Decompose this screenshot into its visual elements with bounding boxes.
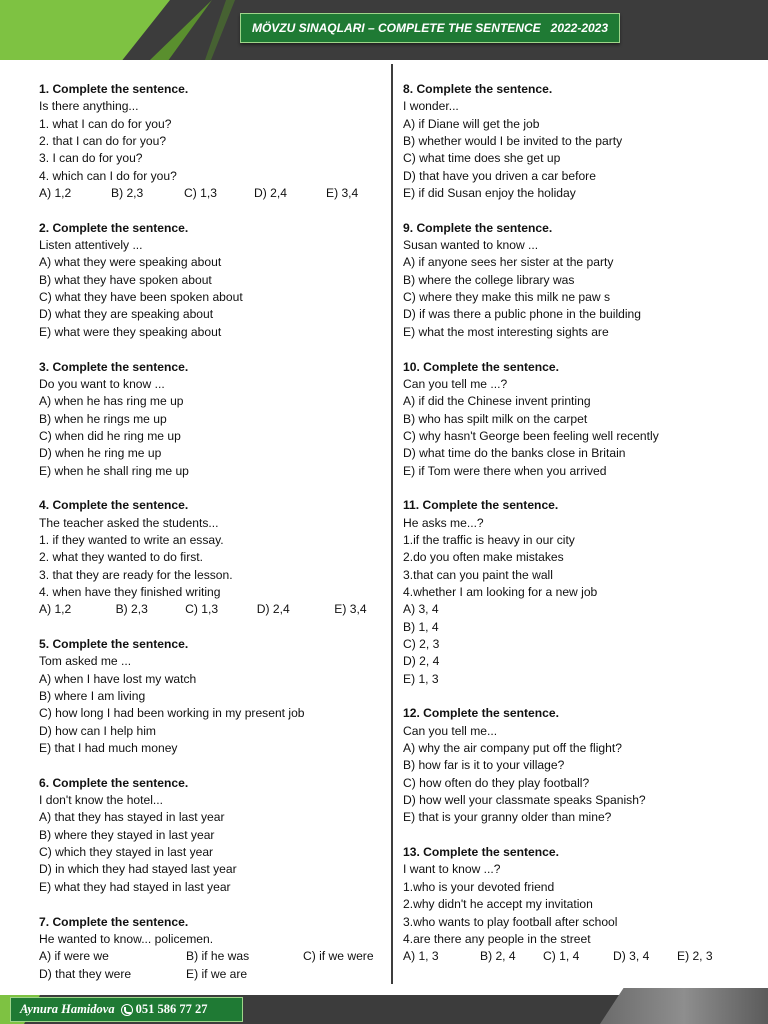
answer-option: C) how long I had been working in my present job — [39, 706, 305, 721]
answer-option: B) 1, 4 — [403, 619, 439, 634]
answer-option: C) when did he ring me up — [39, 428, 181, 443]
question-title: 5. Complete the sentence. — [39, 637, 189, 651]
answer-choice: E) 3,4 — [334, 602, 367, 617]
answer-choice: D) that they were — [39, 966, 132, 981]
answer-option: B) what they have spoken about — [39, 272, 212, 287]
answer-choices-row — [39, 601, 384, 618]
answer-option: C) 2, 3 — [403, 637, 440, 651]
answer-option: D) what they are speaking about — [39, 307, 214, 322]
answer-option: 3. that they are ready for the lesson. — [39, 567, 233, 582]
answer-option: E) what were they speaking about — [39, 324, 222, 339]
author-phone: 051 586 77 27 — [135, 1002, 208, 1016]
whatsapp-phone-icon — [121, 1004, 133, 1016]
answer-option: 2. what they wanted to do first. — [39, 550, 204, 565]
answer-option: A) what they were speaking about — [39, 255, 222, 270]
answer-choice: B) if he was — [186, 949, 250, 964]
answer-choice: B) 2,3 — [115, 602, 148, 617]
answer-option: D) how can I help him — [39, 723, 156, 738]
answer-choices-row — [39, 966, 384, 983]
answer-option: B) where the college library was — [403, 272, 575, 287]
question-block — [403, 220, 758, 341]
answer-option: E) when he shall ring me up — [39, 463, 189, 478]
question-stem: Do you want to know ... — [39, 376, 165, 391]
answer-option: D) what time do the banks close in Britain — [403, 446, 626, 461]
answer-choice: B) 2, 4 — [480, 949, 516, 964]
footer-shine-shape — [600, 988, 768, 1024]
answer-choice: C) 1,3 — [184, 186, 217, 201]
question-stem: Tom asked me ... — [39, 654, 132, 669]
question-title: 11. Complete the sentence. — [403, 498, 559, 513]
answer-option: 4.whether I am looking for a new job — [403, 584, 598, 599]
answer-option: 1.who is your devoted friend — [403, 879, 555, 894]
answer-option: C) where they make this milk ne paw s — [403, 290, 611, 305]
question-stem: I don't know the hotel... — [39, 793, 163, 808]
question-title: 8. Complete the sentence. — [403, 82, 553, 96]
answer-option: 1. if they wanted to write an essay. — [39, 532, 224, 547]
answer-option: D) how well your classmate speaks Spanish? — [403, 793, 646, 808]
answer-option: D) when he ring me up — [39, 446, 162, 461]
answer-option: E) if did Susan enjoy the holiday — [403, 186, 576, 201]
answer-choice: E) 2, 3 — [677, 949, 713, 964]
answer-option: E) what they had stayed in last year — [39, 879, 231, 894]
answer-choice: A) 1, 3 — [403, 949, 439, 964]
answer-option: C) why hasn't George been feeling well recently — [403, 428, 659, 443]
answer-option: B) when he rings me up — [39, 411, 167, 426]
title-box — [240, 13, 620, 43]
answer-choice: E) 3,4 — [326, 186, 359, 201]
question-stem: He wanted to know... policemen. — [39, 931, 214, 946]
answer-option: E) what the most interesting sights are — [403, 324, 609, 339]
question-block — [39, 914, 384, 983]
column-divider — [391, 64, 393, 984]
question-stem: Is there anything... — [39, 99, 139, 114]
question-title: 6. Complete the sentence. — [39, 775, 189, 790]
question-block — [39, 359, 384, 480]
question-title: 13. Complete the sentence. — [403, 845, 559, 860]
question-stem: The teacher asked the students... — [39, 515, 219, 530]
answer-choice: C) 1,3 — [185, 602, 219, 617]
answer-choice: D) 2,4 — [256, 602, 290, 617]
answer-option: 1.if the traffic is heavy in our city — [403, 532, 575, 547]
answer-option: D) 2, 4 — [403, 654, 440, 669]
answer-option: 3.that can you paint the wall — [403, 567, 553, 582]
answer-option: B) how far is it to your village? — [403, 758, 565, 773]
answer-option: A) if Diane will get the job — [403, 116, 540, 131]
question-block — [39, 636, 384, 757]
answer-option: E) 1, 3 — [403, 671, 439, 686]
question-title: 1. Complete the sentence. — [39, 82, 189, 96]
question-stem: Listen attentively ... — [39, 238, 143, 253]
answer-option: A) when I have lost my watch — [39, 671, 197, 686]
question-block — [403, 705, 758, 826]
answer-choice: A) if were we — [39, 949, 109, 964]
answer-option: A) that they has stayed in last year — [39, 810, 225, 825]
question-title: 9. Complete the sentence. — [403, 220, 553, 235]
question-stem: I want to know ...? — [403, 862, 501, 877]
answer-choice: D) 2,4 — [254, 186, 287, 201]
answer-choice: C) 1, 4 — [543, 949, 580, 964]
question-title: 3. Complete the sentence. — [39, 359, 189, 374]
question-title: 12. Complete the sentence. — [403, 706, 559, 721]
answer-option: A) if did the Chinese invent printing — [403, 394, 591, 409]
answer-option: C) what they have been spoken about — [39, 290, 243, 305]
question-block — [39, 81, 384, 202]
question-stem: Can you tell me... — [403, 723, 498, 738]
answer-option: B) whether would I be invited to the party — [403, 134, 623, 149]
question-block — [403, 497, 758, 688]
answer-choice: D) 3, 4 — [613, 949, 650, 964]
left-column — [39, 81, 384, 1000]
answer-option: 2.do you often make mistakes — [403, 550, 564, 565]
answer-option: D) in which they had stayed last year — [39, 862, 237, 877]
answer-option: D) if was there a public phone in the building — [403, 307, 641, 322]
answer-option: A) 3, 4 — [403, 602, 439, 617]
answer-option: A) when he has ring me up — [39, 394, 184, 409]
answer-choice: E) if we are — [186, 966, 248, 981]
question-title: 10. Complete the sentence. — [403, 359, 559, 374]
answer-option: 3.who wants to play football after school — [403, 914, 618, 929]
answer-choice: A) 1,2 — [39, 186, 72, 201]
question-block — [39, 775, 384, 896]
answer-option: A) if anyone sees her sister at the party — [403, 255, 614, 270]
answer-choices-row — [39, 185, 384, 202]
question-stem: Susan wanted to know ... — [403, 238, 539, 253]
question-title: 7. Complete the sentence. — [39, 914, 189, 929]
answer-option: A) why the air company put off the flight? — [403, 741, 622, 756]
answer-option: E) if Tom were there when you arrived — [403, 463, 607, 478]
right-column — [403, 81, 758, 983]
question-stem: Can you tell me ...? — [403, 376, 508, 391]
question-block — [39, 497, 384, 618]
answer-choices-row — [39, 948, 384, 965]
author-box — [10, 997, 243, 1022]
question-block — [39, 220, 384, 341]
answer-option: 2.why didn't he accept my invitation — [403, 897, 593, 912]
question-block — [403, 844, 758, 965]
answer-choices-row — [403, 948, 758, 965]
answer-option: B) who has spilt milk on the carpet — [403, 411, 588, 426]
answer-option: C) how often do they play football? — [403, 775, 590, 790]
question-title: 4. Complete the sentence. — [39, 498, 189, 513]
answer-option: 4. when have they finished writing — [39, 584, 221, 599]
answer-choice: B) 2,3 — [111, 186, 144, 201]
question-stem: He asks me...? — [403, 515, 484, 530]
answer-option: 3. I can do for you? — [39, 151, 143, 166]
page-title: MÖVZU SINAQLARI – COMPLETE THE SENTENCE 2022-2023 — [251, 21, 609, 35]
answer-option: D) that have you driven a car before — [403, 168, 596, 183]
question-title: 2. Complete the sentence. — [39, 220, 189, 235]
answer-option: E) that I had much money — [39, 741, 178, 756]
answer-option: 4. which can I do for you? — [39, 168, 177, 183]
answer-option: C) which they stayed in last year — [39, 845, 214, 860]
answer-option: 1. what I can do for you? — [39, 116, 172, 131]
answer-option: 2. that I can do for you? — [39, 134, 167, 149]
answer-choice: C) if we were — [303, 949, 374, 964]
question-stem: I wonder... — [403, 99, 459, 114]
answer-option: B) where I am living — [39, 689, 146, 704]
author-name: Aynura Hamidova — [20, 1002, 115, 1016]
answer-option: B) where they stayed in last year — [39, 827, 215, 842]
answer-option: 4.are there any people in the street — [403, 931, 591, 946]
answer-option: E) that is your granny older than mine? — [403, 810, 612, 825]
question-block — [403, 81, 758, 202]
answer-choice: A) 1,2 — [39, 602, 72, 617]
question-block — [403, 359, 758, 480]
answer-option: C) what time does she get up — [403, 151, 561, 166]
